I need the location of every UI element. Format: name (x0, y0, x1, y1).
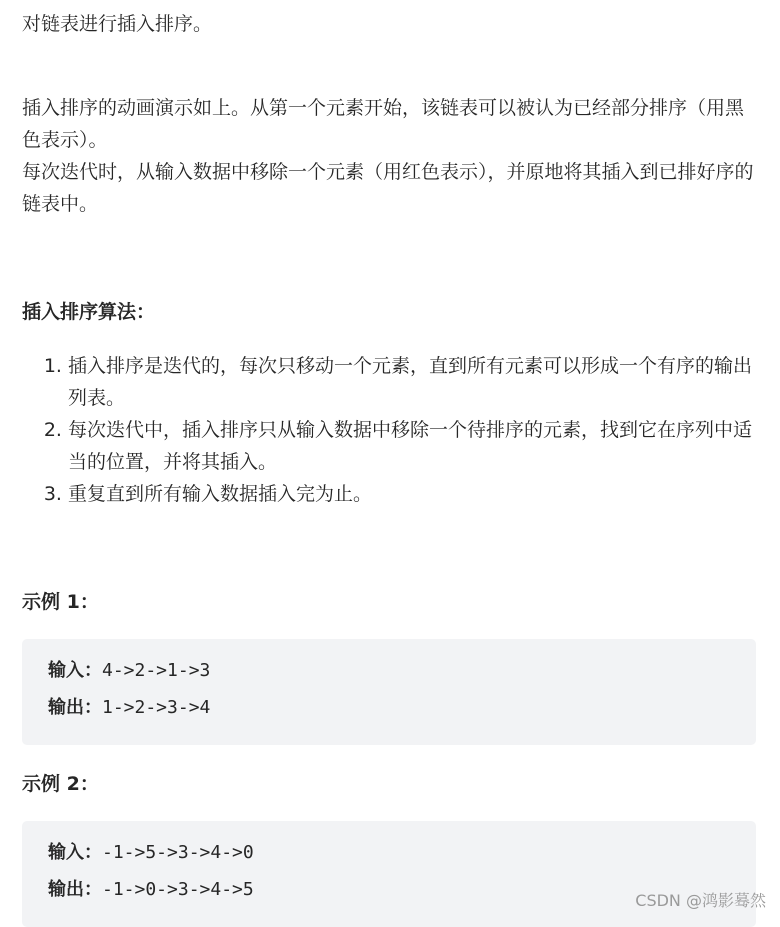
watermark: CSDN @鸿影蓦然 (635, 891, 766, 910)
example-2-output (48, 876, 254, 904)
example-2-code-block (22, 821, 756, 927)
output-value: 1->2->3->4 (102, 697, 211, 718)
output-value: -1->0->3->4->5 (102, 879, 254, 900)
example-2-title: 示例 2： (22, 773, 99, 795)
input-label: 输入： (48, 660, 102, 681)
description-line-2: 每次迭代时，从输入数据中移除一个元素（用红色表示），并原地将其插入到已排好序的链表中。 (22, 161, 754, 215)
example-1-input (48, 657, 210, 685)
algorithm-step: 3. 重复直到所有输入数据插入完为止。 (68, 478, 758, 510)
example-1-title: 示例 1： (22, 591, 99, 613)
intro-text: 对链表进行插入排序。 (22, 13, 213, 35)
input-value: 4->2->1->3 (102, 660, 211, 681)
example-1-code-block (22, 639, 756, 745)
output-label: 输出： (48, 879, 102, 900)
input-label: 输入： (48, 842, 102, 863)
input-value: -1->5->3->4->0 (102, 842, 254, 863)
algorithm-step: 1. 插入排序是迭代的，每次只移动一个元素，直到所有元素可以形成一个有序的输出列表。 (68, 350, 758, 414)
description-line-1: 插入排序的动画演示如上。从第一个元素开始，该链表可以被认为已经部分排序（用黑色表示）。 (22, 97, 745, 151)
algorithm-steps (22, 350, 758, 510)
example-1-output (48, 694, 210, 722)
algorithm-title: 插入排序算法： (22, 301, 156, 323)
output-label: 输出： (48, 697, 102, 718)
example-2-input (48, 839, 254, 867)
description (22, 92, 757, 220)
algorithm-step: 2. 每次迭代中，插入排序只从输入数据中移除一个待排序的元素，找到它在序列中适当的位置，并将其插入。 (68, 414, 758, 478)
